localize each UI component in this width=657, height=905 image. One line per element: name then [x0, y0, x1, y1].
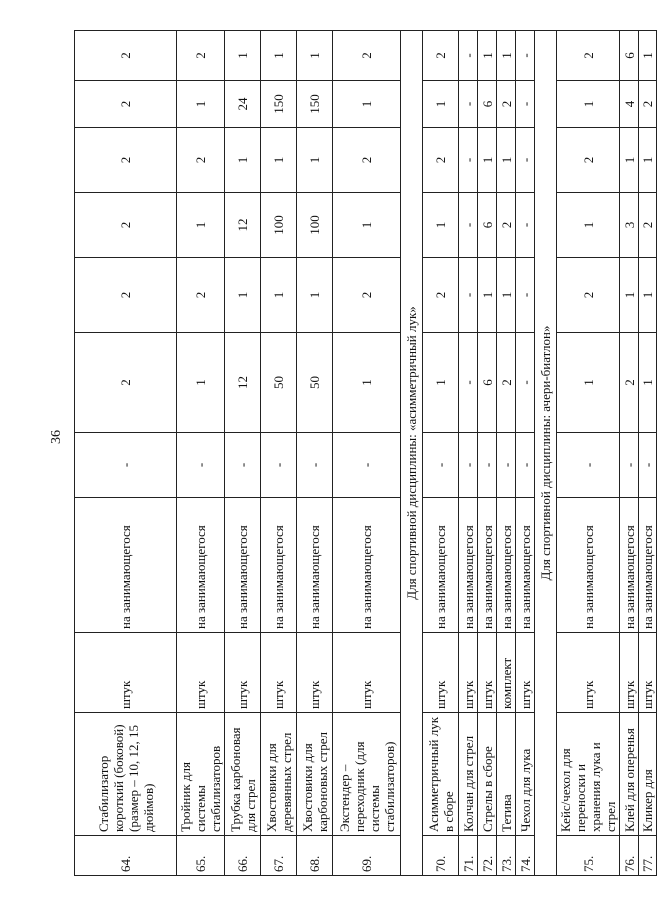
unit-of-measure: штук	[261, 633, 297, 713]
section-row	[401, 31, 423, 876]
row-number: 76.	[620, 836, 639, 876]
quantity-cell: -	[177, 433, 225, 498]
quantity-cell: 1	[297, 128, 333, 193]
item-name: Тетива	[497, 713, 516, 836]
quantity-cell: 50	[261, 333, 297, 433]
quantity-cell: 2	[75, 128, 177, 193]
quantity-cell: -	[557, 433, 620, 498]
quantity-cell: 1	[261, 31, 297, 81]
quantity-cell: 1	[423, 81, 459, 128]
quantity-cell: 1	[497, 128, 516, 193]
quantity-cell: 24	[225, 81, 261, 128]
quantity-cell: 2	[75, 193, 177, 258]
quantity-cell: 2	[639, 193, 657, 258]
quantity-cell: 2	[333, 31, 401, 81]
row-number: 68.	[297, 836, 333, 876]
quantity-cell: -	[516, 333, 535, 433]
unit-of-measure: штук	[423, 633, 459, 713]
calculation-unit: на занимающегося	[261, 498, 297, 633]
item-name: Тройник для системы стабилизаторов	[177, 713, 225, 836]
row-number: 73.	[497, 836, 516, 876]
calculation-unit: на занимающегося	[516, 498, 535, 633]
unit-of-measure: комплект	[497, 633, 516, 713]
quantity-cell: 4	[620, 81, 639, 128]
calculation-unit: на занимающегося	[639, 498, 657, 633]
quantity-cell: 3	[620, 193, 639, 258]
quantity-cell: -	[75, 433, 177, 498]
quantity-cell: 1	[620, 258, 639, 333]
quantity-cell: 1	[639, 128, 657, 193]
quantity-cell: -	[459, 433, 478, 498]
quantity-cell: -	[459, 81, 478, 128]
unit-of-measure: штук	[516, 633, 535, 713]
row-number: 70.	[423, 836, 459, 876]
quantity-cell: 1	[261, 258, 297, 333]
calculation-unit: на занимающегося	[459, 498, 478, 633]
quantity-cell: 2	[75, 258, 177, 333]
item-name: Кейс/чехол для переноски и хранения лука и стрел	[557, 713, 620, 836]
quantity-cell: 1	[423, 193, 459, 258]
quantity-cell: -	[497, 433, 516, 498]
quantity-cell: -	[516, 81, 535, 128]
table-row	[516, 31, 535, 876]
unit-of-measure: штук	[225, 633, 261, 713]
quantity-cell: 1	[557, 193, 620, 258]
quantity-cell: 6	[478, 81, 497, 128]
quantity-cell: 1	[333, 333, 401, 433]
quantity-cell: 2	[557, 128, 620, 193]
quantity-cell: -	[333, 433, 401, 498]
quantity-cell: 1	[177, 193, 225, 258]
quantity-cell: -	[478, 433, 497, 498]
unit-of-measure: штук	[639, 633, 657, 713]
rotated-table-wrapper	[74, 31, 655, 876]
quantity-cell: 1	[497, 31, 516, 81]
quantity-cell: -	[516, 128, 535, 193]
table-row	[459, 31, 478, 876]
table-row	[75, 31, 177, 876]
row-number: 66.	[225, 836, 261, 876]
quantity-cell: -	[423, 433, 459, 498]
quantity-cell: 2	[497, 81, 516, 128]
table-row	[297, 31, 333, 876]
quantity-cell: 1	[333, 193, 401, 258]
quantity-cell: 2	[423, 258, 459, 333]
table-row	[639, 31, 657, 876]
table-row	[620, 31, 639, 876]
quantity-cell: 1	[620, 128, 639, 193]
quantity-cell: 1	[177, 81, 225, 128]
quantity-cell: 1	[261, 128, 297, 193]
quantity-cell: 2	[639, 81, 657, 128]
quantity-cell: 2	[177, 128, 225, 193]
calculation-unit: на занимающегося	[478, 498, 497, 633]
quantity-cell: 100	[297, 193, 333, 258]
table-body	[75, 31, 657, 876]
quantity-cell: -	[459, 258, 478, 333]
quantity-cell: 1	[639, 31, 657, 81]
section-heading: Для спортивной дисциплины: ачери-биатлон»	[535, 31, 557, 876]
quantity-cell: -	[639, 433, 657, 498]
quantity-cell: 1	[557, 81, 620, 128]
quantity-cell: 100	[261, 193, 297, 258]
quantity-cell: 150	[261, 81, 297, 128]
item-name: Асимметричный лук в сборе	[423, 713, 459, 836]
row-number: 72.	[478, 836, 497, 876]
quantity-cell: 2	[620, 333, 639, 433]
quantity-cell: 6	[478, 333, 497, 433]
row-number: 75.	[557, 836, 620, 876]
item-name: Стрелы в сборе	[478, 713, 497, 836]
page-number: 36	[49, 430, 64, 444]
table-row	[225, 31, 261, 876]
calculation-unit: на занимающегося	[177, 498, 225, 633]
quantity-cell: 2	[333, 258, 401, 333]
calculation-unit: на занимающегося	[620, 498, 639, 633]
row-number: 64.	[75, 836, 177, 876]
unit-of-measure: штук	[620, 633, 639, 713]
calculation-unit: на занимающегося	[333, 498, 401, 633]
quantity-cell: 2	[333, 128, 401, 193]
quantity-cell: 1	[225, 31, 261, 81]
table-row	[177, 31, 225, 876]
quantity-cell: -	[516, 31, 535, 81]
calculation-unit: на занимающегося	[75, 498, 177, 633]
quantity-cell: 2	[557, 31, 620, 81]
unit-of-measure: штук	[75, 633, 177, 713]
row-number: 74.	[516, 836, 535, 876]
quantity-cell: 2	[177, 31, 225, 81]
calculation-unit: на занимающегося	[497, 498, 516, 633]
calculation-unit: на занимающегося	[423, 498, 459, 633]
unit-of-measure: штук	[459, 633, 478, 713]
unit-of-measure: штук	[333, 633, 401, 713]
quantity-cell: 1	[639, 333, 657, 433]
row-number: 77.	[639, 836, 657, 876]
quantity-cell: 6	[620, 31, 639, 81]
quantity-cell: 1	[639, 258, 657, 333]
calculation-unit: на занимающегося	[557, 498, 620, 633]
item-name: Трубка карбоновая для стрел	[225, 713, 261, 836]
item-name: Экстендер – переходник (для системы стабилизаторов)	[333, 713, 401, 836]
quantity-cell: -	[516, 193, 535, 258]
table-row	[497, 31, 516, 876]
quantity-cell: 1	[478, 258, 497, 333]
section-heading: Для спортивной дисциплины: «асимметричный лук»	[401, 31, 423, 876]
quantity-cell: 2	[497, 333, 516, 433]
quantity-cell: 1	[225, 258, 261, 333]
quantity-cell: -	[516, 258, 535, 333]
quantity-cell: -	[620, 433, 639, 498]
table-row	[478, 31, 497, 876]
unit-of-measure: штук	[557, 633, 620, 713]
quantity-cell: 1	[225, 128, 261, 193]
item-name: Стабилизатор короткий (боковой) (размер – 10, 12, 15 дюймов)	[75, 713, 177, 836]
quantity-cell: 2	[177, 258, 225, 333]
quantity-cell: 1	[297, 258, 333, 333]
item-name: Чехол для лука	[516, 713, 535, 836]
quantity-cell: -	[516, 433, 535, 498]
quantity-cell: 1	[297, 31, 333, 81]
quantity-cell: 50	[297, 333, 333, 433]
item-name: Хвостовики для карбоновых стрел	[297, 713, 333, 836]
quantity-cell: -	[261, 433, 297, 498]
row-number: 69.	[333, 836, 401, 876]
quantity-cell: 2	[557, 258, 620, 333]
quantity-cell: -	[297, 433, 333, 498]
table-row	[423, 31, 459, 876]
table-row	[557, 31, 620, 876]
row-number: 67.	[261, 836, 297, 876]
quantity-cell: 12	[225, 193, 261, 258]
item-name: Хвостовики для деревянных стрел	[261, 713, 297, 836]
quantity-cell: 150	[297, 81, 333, 128]
row-number: 65.	[177, 836, 225, 876]
quantity-cell: -	[459, 193, 478, 258]
quantity-cell: 1	[478, 128, 497, 193]
item-name: Кликер для	[639, 713, 657, 836]
quantity-cell: 2	[75, 333, 177, 433]
table-row	[261, 31, 297, 876]
unit-of-measure: штук	[478, 633, 497, 713]
unit-of-measure: штук	[177, 633, 225, 713]
quantity-cell: 1	[478, 31, 497, 81]
quantity-cell: 12	[225, 333, 261, 433]
quantity-cell: -	[459, 31, 478, 81]
item-name: Клей для оперенья	[620, 713, 639, 836]
quantity-cell: -	[459, 128, 478, 193]
quantity-cell: 1	[333, 81, 401, 128]
quantity-cell: 1	[497, 258, 516, 333]
equipment-table	[74, 30, 657, 876]
quantity-cell: 1	[177, 333, 225, 433]
section-row	[535, 31, 557, 876]
quantity-cell: -	[225, 433, 261, 498]
unit-of-measure: штук	[297, 633, 333, 713]
item-name: Колчан для стрел	[459, 713, 478, 836]
quantity-cell: 2	[75, 31, 177, 81]
quantity-cell: 1	[557, 333, 620, 433]
row-number: 71.	[459, 836, 478, 876]
quantity-cell: -	[459, 333, 478, 433]
quantity-cell: 2	[75, 81, 177, 128]
quantity-cell: 2	[423, 31, 459, 81]
quantity-cell: 2	[423, 128, 459, 193]
quantity-cell: 2	[497, 193, 516, 258]
calculation-unit: на занимающегося	[225, 498, 261, 633]
quantity-cell: 1	[423, 333, 459, 433]
quantity-cell: 6	[478, 193, 497, 258]
table-row	[333, 31, 401, 876]
calculation-unit: на занимающегося	[297, 498, 333, 633]
